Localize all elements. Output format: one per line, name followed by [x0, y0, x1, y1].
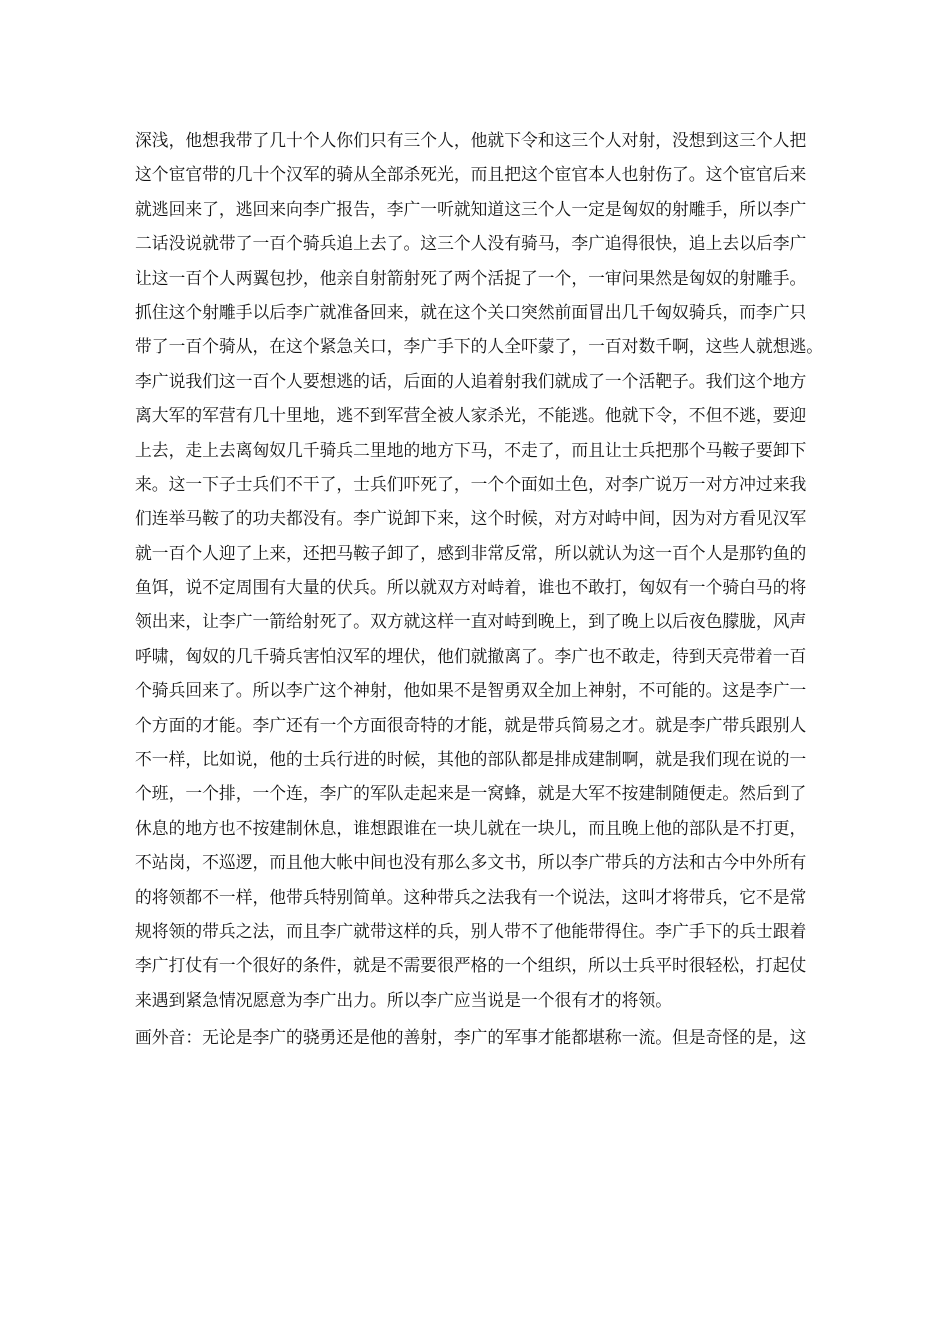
text-line: 鱼饵，说不定周围有大量的伏兵。所以就双方对峙着，谁也不敢打，匈奴有一个骑白马的将: [135, 577, 807, 598]
text-line: 来遇到紧急情况愿意为李广出力。所以李广应当说是一个很有才的将领。: [135, 989, 673, 1010]
text-line: 就逃回来了，逃回来向李广报告，李广一听就知道这三个人一定是匈奴的射雕手，所以李广: [135, 198, 807, 219]
text-line: 深浅，他想我带了几十个人你们只有三个人，他就下令和这三个人对射，没想到这三个人把: [135, 130, 807, 150]
text-line: 抓住这个射雕手以后李广就准备回来，就在这个关口突然前面冒出几千匈奴骑兵，而李广只: [135, 301, 807, 322]
text-line: 带了一百个骑从，在这个紧急关口，李广手下的人全吓蒙了，一百对数千啊，这些人就想逃。: [135, 336, 824, 357]
text-line: 李广说我们这一百个人要想逃的话，后面的人追着射我们就成了一个活靶子。我们这个地方: [135, 370, 807, 391]
voiceover-line: 画外音：无论是李广的骁勇还是他的善射，李广的军事才能都堪称一流。但是奇怪的是，这: [135, 1026, 807, 1047]
text-line: 休息的地方也不按建制休息，谁想跟谁在一块儿就在一块儿，而且晚上他的部队是不打更，: [135, 817, 807, 838]
text-line: 让这一百个人两翼包抄，他亲自射箭射死了两个活捉了一个，一审问果然是匈奴的射雕手。: [135, 267, 807, 288]
text-line: 领出来，让李广一箭给射死了。双方就这样一直对峙到晚上，到了晚上以后夜色朦胧，风声: [135, 611, 807, 632]
text-line: 来。这一下子士兵们不干了，士兵们吓死了，一个个面如土色，对李广说万一对方冲过来我: [135, 473, 807, 494]
text-line: 上去，走上去离匈奴几千骑兵二里地的地方下马，不走了，而且让士兵把那个马鞍子要卸下: [135, 439, 807, 460]
text-line: 个骑兵回来了。所以李广这个神射，他如果不是智勇双全加上神射，不可能的。这是李广一: [135, 680, 807, 701]
text-line: 这个宦官带的几十个汉军的骑从全部杀死光，而且把这个宦官本人也射伤了。这个宦官后来: [135, 164, 807, 185]
text-line: 们连举马鞍了的功夫都没有。李广说卸下来，这个时候，对方对峙中间，因为对方看见汉军: [135, 508, 807, 529]
text-line: 二话没说就带了一百个骑兵追上去了。这三个人没有骑马，李广追得很快，追上去以后李广: [135, 233, 807, 254]
text-line: 不站岗，不巡逻，而且他大帐中间也没有那么多文书，所以李广带兵的方法和古今中外所有: [135, 852, 807, 873]
text-line: 就一百个人迎了上来，还把马鞍子卸了，感到非常反常，所以就认为这一百个人是那钓鱼的: [135, 542, 807, 563]
text-line: 离大军的军营有几十里地，逃不到军营全被人家杀光，不能逃。他就下令，不但不逃，要迎: [135, 405, 807, 426]
text-line: 李广打仗有一个很好的条件，就是不需要很严格的一个组织，所以士兵平时很轻松，打起仗: [135, 955, 807, 976]
text-line: 不一样，比如说，他的士兵行进的时候，其他的部队都是排成建制啊，就是我们现在说的一: [135, 749, 807, 770]
text-line: 呼啸，匈奴的几千骑兵害怕汉军的埋伏，他们就撤离了。李广也不敢走，待到天亮带着一百: [135, 645, 807, 666]
body-text: [135, 123, 835, 1054]
text-line: 规将领的带兵之法，而且李广就带这样的兵，别人带不了他能带得住。李广手下的兵士跟着: [135, 920, 807, 941]
text-line: 个班，一个排，一个连，李广的军队走起来是一窝蜂，就是大军不按建制随便走。然后到了: [135, 783, 807, 804]
text-line: 的将领都不一样，他带兵特别简单。这种带兵之法我有一个说法，这叫才将带兵，它不是常: [135, 886, 807, 907]
text-line: 个方面的才能。李广还有一个方面很奇特的才能，就是带兵简易之才。就是李广带兵跟别人: [135, 714, 807, 735]
